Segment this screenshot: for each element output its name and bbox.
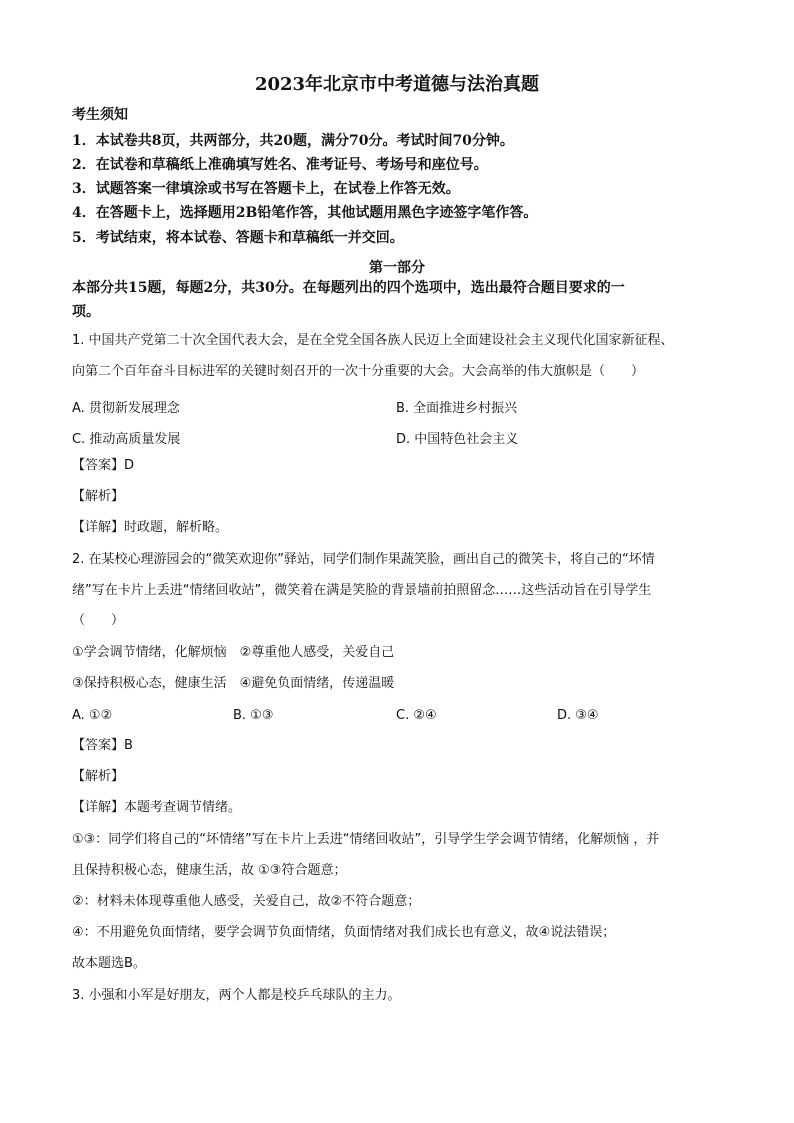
- answer-label: 【答案】D: [72, 458, 135, 473]
- option-b: B. 全面推进乡村振兴: [396, 401, 518, 416]
- option-d: D. 中国特色社会主义: [396, 432, 519, 447]
- question-text: 1. 中国共产党第二十次全国代表大会，是在全党全国各族人民迈上全面建设社会主义现代化国家新征程、: [72, 333, 674, 348]
- page-title: 2023年北京市中考道德与法治真题: [254, 74, 540, 95]
- question-text: （ ）: [72, 613, 125, 628]
- notice-item: 5．考试结束，将本试卷、答题卡和草稿纸一并交回。: [72, 230, 404, 246]
- explanation-text: 且保持积极心态，健康生活，故 ①③符合题意；: [72, 863, 347, 878]
- detail-text: 【详解】时政题，解析略。: [72, 520, 229, 535]
- option-a: A. ①②: [72, 708, 113, 723]
- option-c: C. ②④: [396, 708, 437, 723]
- option-c: C. 推动高质量发展: [72, 432, 181, 447]
- analysis-label: 【解析】: [72, 769, 125, 784]
- notice-item: 4．在答题卡上，选择题用2B铅笔作答，其他试题用黑色字迹签字笔作答。: [72, 205, 538, 221]
- option-b: B. ①③: [233, 708, 274, 723]
- statements: ①学会调节情绪，化解烦恼 ②尊重他人感受，关爱自己: [72, 645, 395, 660]
- explanation-text: ②：材料未体现尊重他人感受，关爱自己，故②不符合题意；: [72, 894, 421, 909]
- question-text: 2. 在某校心理游园会的“微笑欢迎你”驿站，同学们制作果蔬笑脸，画出自己的微笑卡，将自己的“坏情: [72, 552, 655, 567]
- part-intro: 本部分共15题，每题2分，共30分。在每题列出的四个选项中，选出最符合题目要求的一: [72, 280, 625, 296]
- answer-label: 【答案】B: [72, 738, 133, 753]
- notice-item: 2．在试卷和草稿纸上准确填写姓名、准考证号、考场号和座位号。: [72, 157, 488, 173]
- conclusion-text: 故本题选B。: [72, 956, 146, 971]
- option-a: A. 贯彻新发展理念: [72, 401, 180, 416]
- part-heading: 第一部分: [369, 260, 425, 276]
- notice-item: 3．试题答案一律填涂或书写在答题卡上，在试卷上作答无效。: [72, 181, 460, 197]
- part-intro: 项。: [72, 304, 100, 320]
- statements: ③保持积极心态，健康生活 ④避免负面情绪，传递温暖: [72, 676, 395, 691]
- notice-heading: 考生须知: [72, 107, 128, 123]
- question-text: 3. 小强和小军是好朋友，两个人都是校乒乓球队的主力。: [72, 988, 401, 1003]
- analysis-label: 【解析】: [72, 489, 125, 504]
- option-d: D. ③④: [557, 708, 599, 723]
- explanation-text: ④：不用避免负面情绪，要学会调节负面情绪，负面情绪对我们成长也有意义，故④说法错误；: [72, 925, 616, 940]
- question-text: 绪”写在卡片上丢进“情绪回收站”，微笑着在满是笑脸的背景墙前拍照留念……这些活动旨在引导学生: [72, 583, 652, 598]
- detail-text: 【详解】本题考查调节情绪。: [72, 800, 242, 815]
- question-text: 向第二个百年奋斗目标进军的关键时刻召开的一次十分重要的大会。大会高举的伟大旗帜是（ ）: [72, 364, 645, 379]
- notice-item: 1．本试卷共8页，共两部分，共20题，满分70分。考试时间70分钟。: [72, 133, 514, 149]
- explanation-text: ①③：同学们将自己的“坏情绪”写在卡片上丢进“情绪回收站”，引导学生学会调节情绪，化解烦恼 ，并: [72, 832, 660, 847]
